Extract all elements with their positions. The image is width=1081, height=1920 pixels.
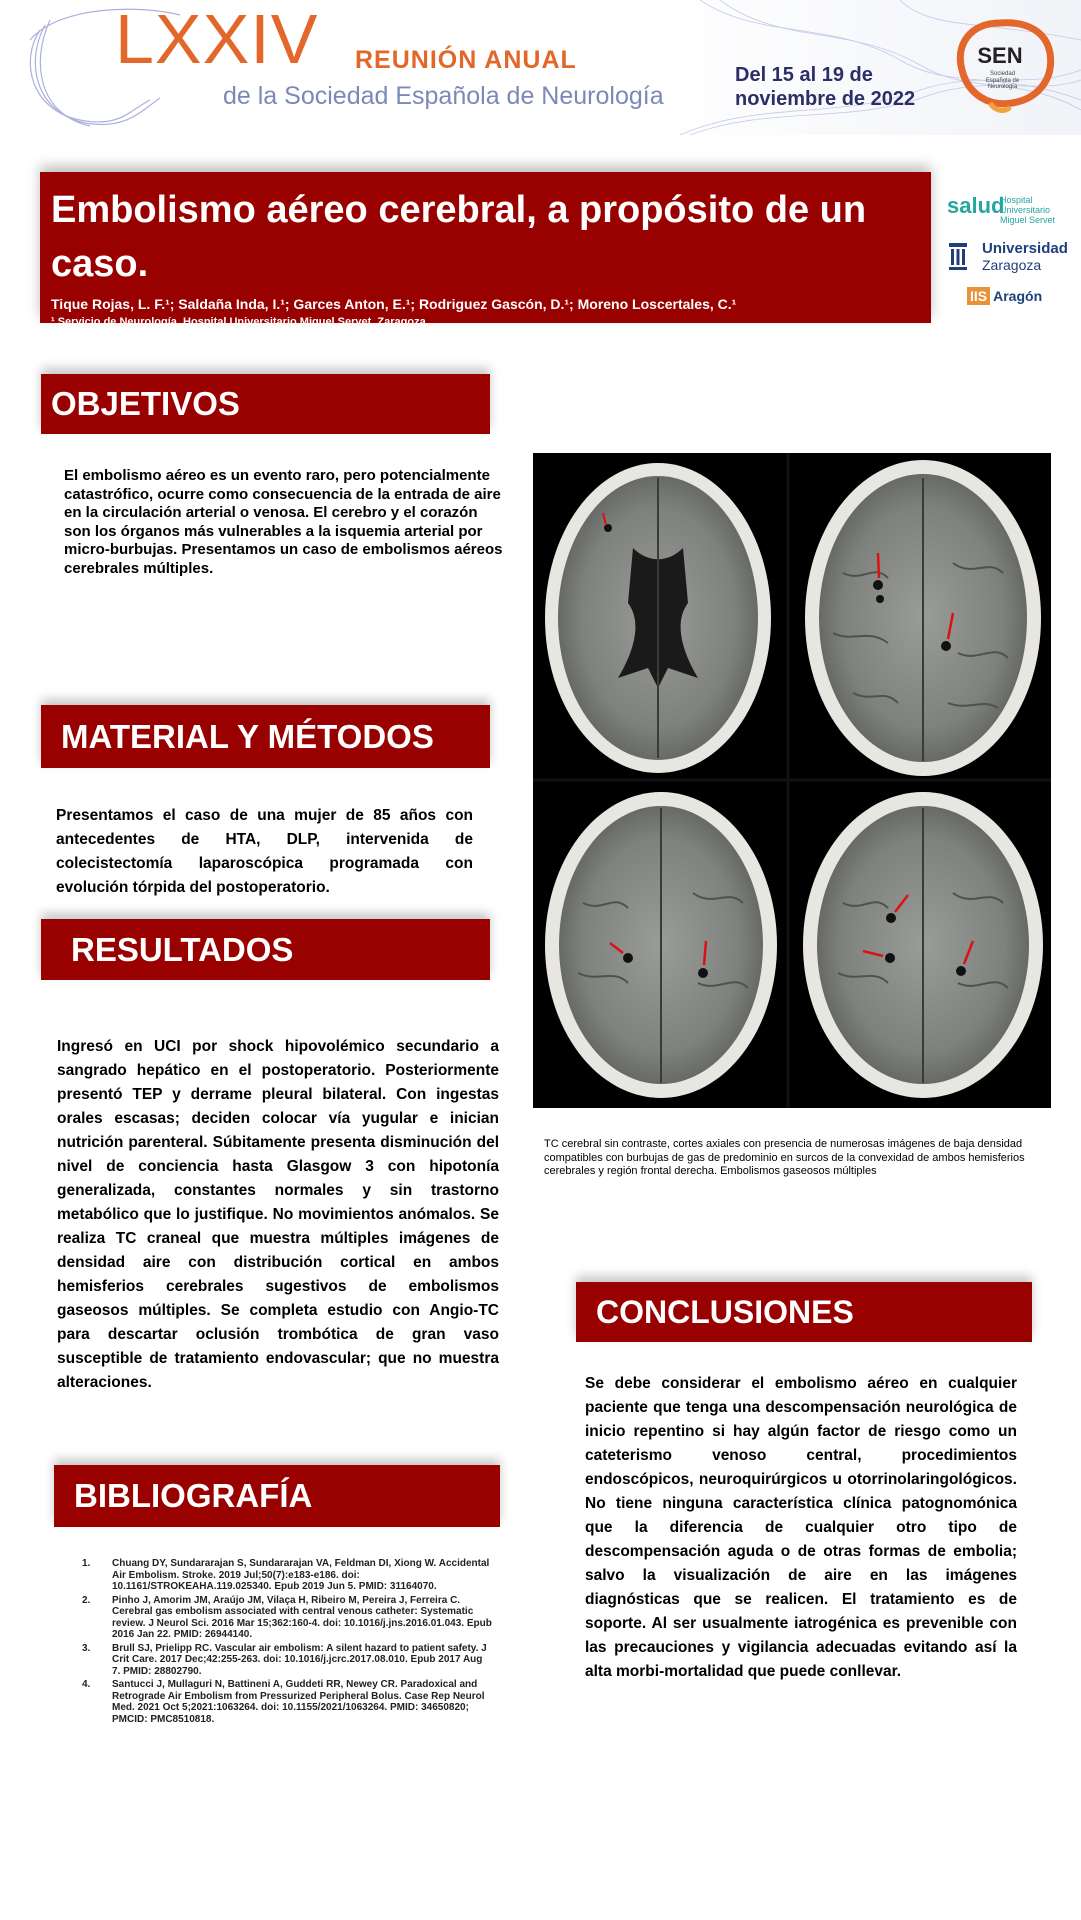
ct-scan-figure xyxy=(533,453,1051,1108)
conference-banner xyxy=(0,0,1081,135)
poster-affiliation: ¹ Servicio de Neurología, Hospital Universitario Miguel Servet, Zaragoza. xyxy=(51,315,429,328)
university-logo xyxy=(982,241,1068,273)
event-dates xyxy=(735,63,925,111)
bibliography-text: Chuang DY, Sundararajan S, Sundararajan VA, Feldman DI, Xiong W. Accidental Air Embolism. Stroke. 2019 Jul;50(7):e183-e186. doi: 10.1161/STROKEAHA.119.025340. Epub 2019 Jun 5. PMID: 31164070. xyxy=(112,1558,490,1592)
bibliography-item xyxy=(82,1679,492,1725)
section-heading-material: MATERIAL Y MÉTODOS xyxy=(41,705,490,768)
ct-slice-2 xyxy=(805,460,1041,776)
salud-logo-subtitle: Hospital Universitario Miguel Servet xyxy=(1000,195,1056,225)
section-heading-objetivos: OBJETIVOS xyxy=(41,374,490,434)
meeting-title: REUNIÓN ANUAL xyxy=(355,46,577,74)
poster-authors: Tique Rojas, L. F.¹; Saldaña Inda, I.¹; Garces Anton, E.¹; Rodriguez Gascón, D.¹; Moreno Loscertales, C.¹ xyxy=(51,295,737,312)
objetivos-text: El embolismo aéreo es un evento raro, pero potencialmente catastrófico, ocurre como consecuencia de la entrada de aire en la circulación arterial o venosa. El cerebro y el corazón son los órganos más vulnerables a la isquemia arterial por micro-burbujas. Presentamos un caso de embolismos aéreos cerebrales múltiples. xyxy=(64,467,503,577)
society-name: de la Sociedad Española de Neurología xyxy=(223,82,664,110)
edition-number: LXXIV xyxy=(115,0,319,78)
resultados-text: Ingresó en UCI por shock hipovolémico secundario a sangrado hepático en el postoperatorio. Posteriormente presentó TEP y derrame pleural bilateral. Con ingestas orales escasas; deciden colocar vía yugular e inician nutrición parenteral. Súbitamente presenta disminución del nivel de conciencia hasta Glasgow 3 con hipotonía generalizada, constantes normales y sin trastorno metabólico que lo justifique. No movimientos anómalos. Se realiza TC craneal que muestra múltiples imágenes de densidad aire con distribución cortical en ambos hemisferios cerebrales sugestivos de embolismos gaseosos múltiples. Se completa estudio con Angio-TC para descartar oclusión trombótica de gran vaso susceptible de tratamiento endovascular; que no muestra alteraciones. xyxy=(57,1038,499,1391)
university-logo-name: Universidad xyxy=(982,240,1068,257)
ct-slice-4 xyxy=(803,792,1043,1098)
bibliography-item xyxy=(82,1643,492,1678)
bibliography-list xyxy=(82,1558,492,1727)
bibliography-text: Santucci J, Mullaguri N, Battineni A, Guddeti RR, Newey CR. Paradoxical and Retrograde Air Embolism from Pressurized Peripheral Bolus. Case Rep Neurol Med. 2021 Oct 5;2021:1063264. doi: 10.1155/2021/1063264. PMID: 34650820; PMCID: PMC8510818. xyxy=(112,1679,485,1725)
ct-slice-3 xyxy=(545,792,777,1098)
bibliography-text: Pinho J, Amorim JM, Araújo JM, Vilaça H, Ribeiro M, Pereira J, Ferreira C. Cerebral gas embolism associated with central venous catheter: Systematic review. J Neurol Sci. 2016 Mar 15;362:160-4. doi: 10.1016/j.jns.2016.01.043. Epub 2016 Jan 22. PMID: 26944140. xyxy=(112,1594,492,1640)
bibliography-number: 2. xyxy=(82,1594,91,1606)
bibliography-text: Brull SJ, Prielipp RC. Vascular air embolism: A silent hazard to patient safety. J Crit Care. 2017 Dec;42:255-263. doi: 10.1016/j.jcrc.2017.08.010. Epub 2017 Aug 7. PMID: 28802790. xyxy=(112,1642,487,1677)
bibliography-number: 4. xyxy=(82,1679,91,1690)
iis-aragon-logo xyxy=(967,287,1042,305)
bibliography-item xyxy=(82,1558,492,1593)
sen-logo xyxy=(950,15,1060,115)
poster-title-box xyxy=(40,172,931,328)
sen-logo-text: SEN xyxy=(977,43,1023,68)
sen-logo-subtitle: Sociedad Española de Neurología xyxy=(985,71,1020,91)
salud-logo: salud xyxy=(947,193,1005,218)
university-building-icon xyxy=(947,241,969,273)
bibliography-number: 3. xyxy=(82,1642,91,1654)
iis-logo-box: IIS xyxy=(967,287,990,305)
section-heading-bibliografia: BIBLIOGRAFÍA xyxy=(54,1465,500,1527)
university-logo-city: Zaragoza xyxy=(982,256,1042,273)
bibliography-number: 1. xyxy=(82,1558,91,1569)
section-heading-resultados: RESULTADOS xyxy=(41,919,490,980)
poster-title: Embolismo aéreo cerebral, a propósito de un caso. xyxy=(51,189,867,285)
material-text: Presentamos el caso de una mujer de 85 años con antecedentes de HTA, DLP, intervenida de colecistectomía laparoscópica programada con evolución tórpida del postoperatorio. xyxy=(56,807,473,896)
conclusiones-text: Se debe considerar el embolismo aéreo en cualquier paciente que tenga una descompensación neurológica de inicio repentino si hay algún factor de riesgo como un cateterismo venoso central, procedimientos endoscópicos, neuroquirúrgicos u otorrinolaringológicos. No tiene ninguna característica clínica patognomónica que la diferencia de cualquier otro tipo de descompensación aguda o de otras formas de embolia; salvo la visualización de aire en las imágenes diagnósticas que se realicen. El tratamiento es de soporte. Al ser usualmente iatrogénica es prevenible con las precauciones y vigilancia adecuadas evitando así la alta morbi-mortalidad que puede conllevar. xyxy=(585,1375,1017,1680)
iis-logo-text: Aragón xyxy=(993,288,1043,304)
ct-slice-1 xyxy=(545,463,771,773)
figure-caption: TC cerebral sin contraste, cortes axiales con presencia de numerosas imágenes de baja densidad compatibles con burbujas de gas de predominio en surcos de la convexidad de ambos hemisferios cerebrales y región frontal derecha. Embolismos gaseosos múltiples xyxy=(544,1138,1025,1177)
event-dates-line1: Del 15 al 19 de xyxy=(735,64,873,86)
bibliography-item xyxy=(82,1595,492,1641)
ct-scan-image xyxy=(533,453,1051,1108)
event-dates-line2: noviembre de 2022 xyxy=(735,88,916,110)
section-heading-conclusiones: CONCLUSIONES xyxy=(576,1282,1032,1342)
